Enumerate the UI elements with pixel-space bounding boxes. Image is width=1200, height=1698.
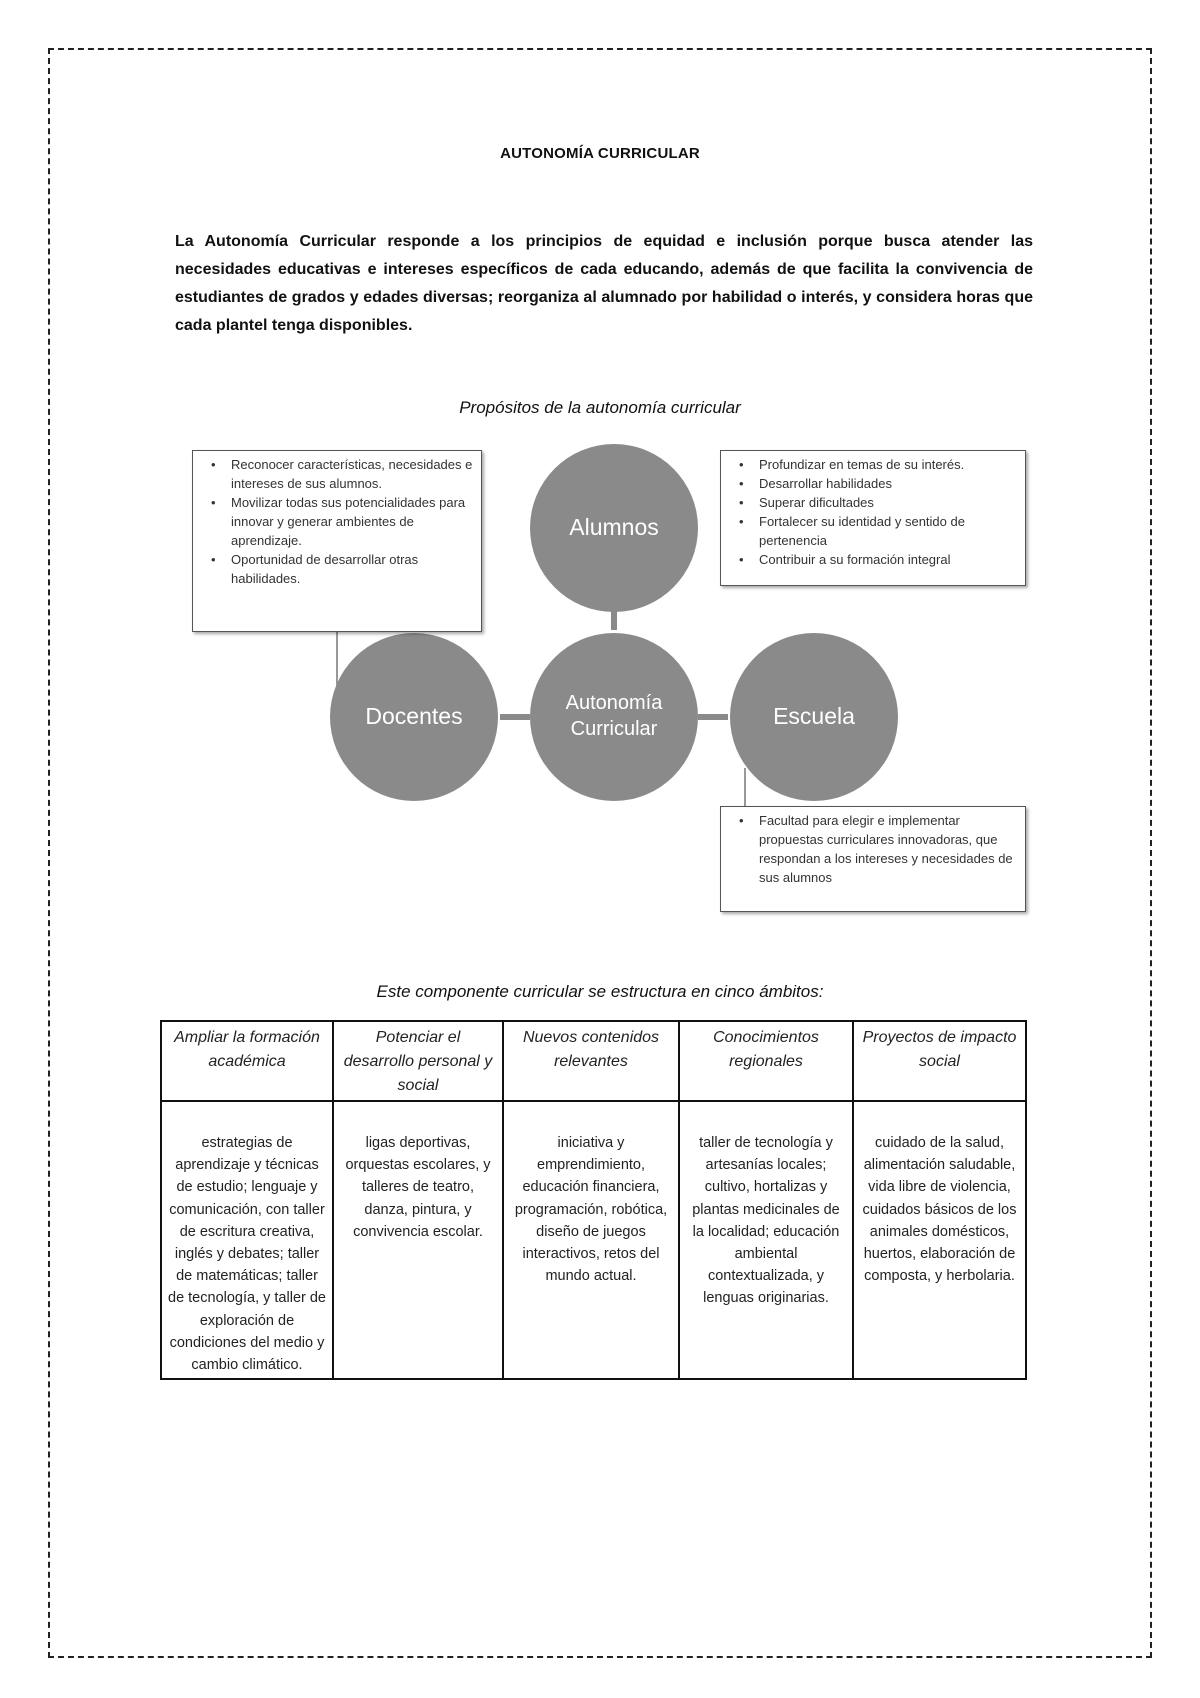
callout-alumnos-item: • Contribuir a su formación integral	[743, 550, 1017, 569]
callout-docentes-item: • Oportunidad de desarrollar otras habilidades.	[215, 550, 473, 588]
callout-alumnos-item: • Superar dificultades	[743, 493, 1017, 512]
table-header: Proyectos de impacto social	[853, 1021, 1026, 1101]
callout-escuela	[720, 806, 1026, 912]
callout-escuela-item: • Facultad para elegir e implementar propuestas curriculares innovadoras, que respondan a los intereses y necesidades de sus alumnos	[743, 811, 1017, 887]
callout-alumnos-item: • Fortalecer su identidad y sentido de pertenencia	[743, 512, 1017, 550]
table-header: Conocimientos regionales	[679, 1021, 853, 1101]
table-cell: cuidado de la salud, alimentación saludable, vida libre de violencia, cuidados básicos de los animales domésticos, huertos, elaboración de composta, y herbolaria.	[853, 1101, 1026, 1379]
table-cell: ligas deportivas, orquestas escolares, y talleres de teatro, danza, pintura, y convivencia escolar.	[333, 1101, 503, 1379]
table-header-row	[161, 1021, 1026, 1101]
node-label-alumnos: Alumnos	[569, 514, 659, 540]
node-label-center	[530, 690, 698, 742]
callout-docentes-item: • Reconocer características, necesidades e intereses de sus alumnos.	[215, 455, 473, 493]
diagram-caption: Propósitos de la autonomía curricular	[459, 398, 741, 417]
node-label-docentes: Docentes	[365, 703, 463, 729]
table-row	[161, 1101, 1026, 1379]
center-line-1: Autonomía	[565, 692, 663, 714]
center-line-2: Curricular	[570, 718, 658, 740]
page-title: AUTONOMÍA CURRICULAR	[500, 145, 700, 162]
table-header: Potenciar el desarrollo personal y social	[333, 1021, 503, 1101]
table-cell: taller de tecnología y artesanías locales; cultivo, hortalizas y plantas medicinales de la localidad; educación ambiental contextualizada, y lenguas originarias.	[679, 1101, 853, 1379]
callout-alumnos-item: • Profundizar en temas de su interés.	[743, 455, 1017, 474]
intro-paragraph: La Autonomía Curricular responde a los principios de equidad e inclusión porque busca atender las necesidades educativas e intereses específicos de cada educando, además de que facilita la convivencia de estudiantes de grados y edades diversas; reorganiza al alumnado por habilidad o interés, y considera horas que cada plantel tenga disponibles.	[175, 233, 1033, 334]
table-cell: iniciativa y emprendimiento, educación financiera, programación, robótica, diseño de juegos interactivos, retos del mundo actual.	[503, 1101, 679, 1379]
table-header: Ampliar la formación académica	[161, 1021, 333, 1101]
table-caption: Este componente curricular se estructura en cinco ámbitos:	[376, 982, 824, 1001]
ambitos-table	[160, 1020, 1027, 1380]
node-label-escuela: Escuela	[773, 703, 855, 729]
callout-alumnos-item: • Desarrollar habilidades	[743, 474, 1017, 493]
table-cell: estrategias de aprendizaje y técnicas de estudio; lenguaje y comunicación, con taller de escritura creativa, inglés y debates; taller de matemáticas; taller de tecnología, y taller de exploración de condiciones del medio y cambio climático.	[161, 1101, 333, 1379]
callout-docentes-item: • Movilizar todas sus potencialidades para innovar y generar ambientes de aprendizaje.	[215, 493, 473, 550]
callout-docentes	[192, 450, 482, 632]
table-header: Nuevos contenidos relevantes	[503, 1021, 679, 1101]
callout-alumnos	[720, 450, 1026, 586]
